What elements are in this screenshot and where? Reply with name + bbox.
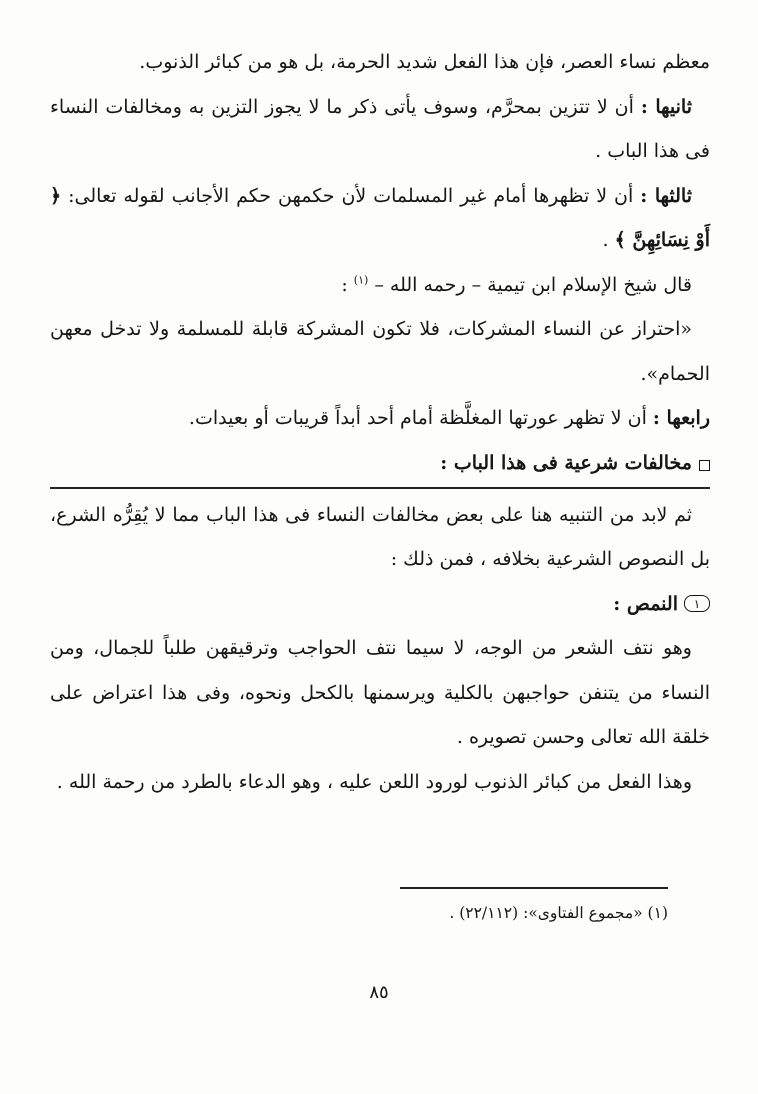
footnote: (١) «مجموع الفتاوى»: (٢٢/١١٢) .	[449, 904, 668, 922]
fourth-condition-text: أن لا تظهر عورتها المغلَّظة أمام أحد أبداً قريبات أو بعيدات.	[188, 407, 647, 429]
fourth-condition-label: رابعها :	[652, 407, 710, 429]
third-condition-text: أن لا تظهرها أمام غير المسلمات لأن حكمهن حكم الأجانب لقوله تعالى:	[68, 184, 634, 207]
section-intro: ثم لابد من التنبيه هنا على بعض مخالفات النساء فى هذا الباب مما لا يُقِرُّه الشرع، بل النصوص الشرعية بخلافه ، فمن ذلك :	[50, 503, 710, 570]
item-heading	[50, 582, 710, 627]
square-bullet-icon	[699, 460, 710, 471]
ibn-taymiyyah-colon: :	[341, 273, 348, 296]
page-number: ٨٥	[369, 982, 389, 1003]
paragraph-ibn-taymiyyah	[50, 263, 710, 308]
paragraph-1: معظم نساء العصر، فإن هذا الفعل شديد الحرمة، بل هو من كبائر الذنوب.	[139, 51, 710, 73]
footnote-divider	[400, 887, 668, 889]
item-number-badge: ١	[684, 595, 710, 612]
item-paragraph-1: وهو نتف الشعر من الوجه، لا سيما نتف الحواجب وترقيقهن طلباً للجمال، ومن النساء من يتنفن حواجبهن بالكلية ويرسمنها بالكحل ونحوه، وفى هذا اعتراض على خلقة الله تعالى وحسن تصويره .	[50, 637, 710, 748]
paragraph-quote: «احتراز عن النساء المشركات، فلا تكون المشركة قابلة للمسلمة ولا تدخل معهن الحمام».	[50, 318, 710, 385]
paragraph-second-condition	[50, 85, 710, 174]
section-heading-text: مخالفات شرعية فى هذا الباب :	[440, 451, 692, 474]
item-paragraph-2: وهذا الفعل من كبائر الذنوب لورود اللعن عليه ، وهو الدعاء بالطرد من رحمة الله .	[56, 770, 692, 793]
main-text	[50, 40, 710, 804]
section-heading	[50, 441, 710, 486]
item-title: النمص :	[613, 592, 678, 615]
third-condition-label: ثالثها :	[640, 184, 693, 207]
paragraph-fourth-condition	[50, 396, 710, 441]
ibn-taymiyyah-text: قال شيخ الإسلام ابن تيمية – رحمه الله –	[374, 273, 692, 296]
quran-quote: ﴿ أَوْ نِسَائِهِنَّ ﴾	[50, 184, 710, 251]
third-condition-end: .	[602, 229, 609, 251]
paragraph-third-condition	[50, 174, 710, 263]
footnote-reference: (١)	[353, 273, 369, 287]
second-condition-label: ثانيها :	[640, 95, 692, 118]
heading-divider	[50, 487, 710, 489]
second-condition-text: أن لا تتزين بمحرَّم، وسوف يأتى ذكر ما لا يجوز التزين به ومخالفات النساء فى هذا الباب .	[50, 95, 710, 162]
